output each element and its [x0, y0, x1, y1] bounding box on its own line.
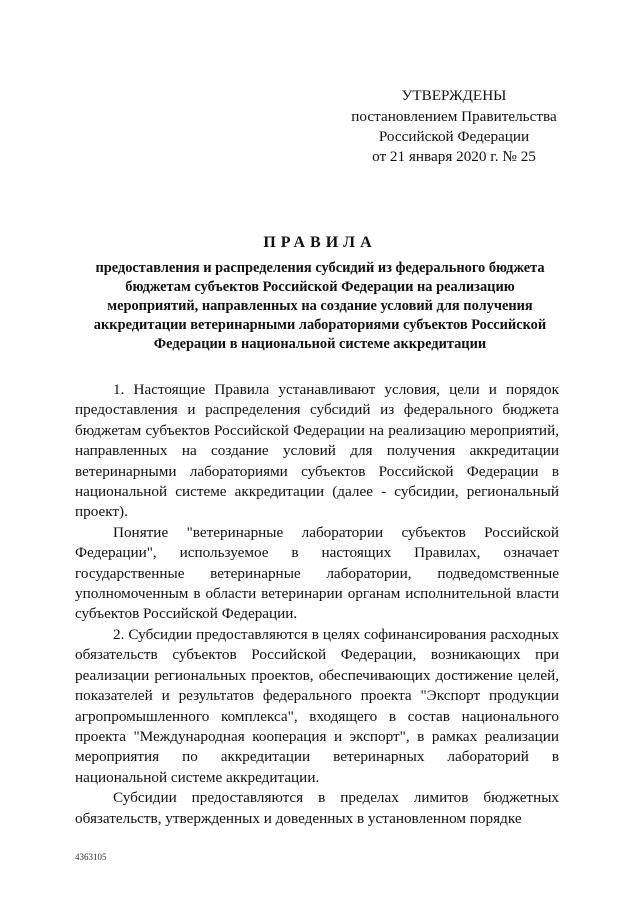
paragraph-4: Субсидии предоставляются в пределах лимитов бюджетных обязательств, утвержденных и доведенных в установленном порядке — [75, 789, 559, 827]
approval-line-2: Российской Федерации — [378, 128, 530, 145]
approval-line-3: от 21 января 2020 г. № 25 — [372, 148, 536, 165]
approval-line-1: постановлением Правительства — [351, 108, 557, 125]
paragraph-1: 1. Настоящие Правила устанавливают условия, цели и порядок предоставления и распределения субсидий из федерального бюджета бюджетам субъектов Российской Федерации на реализацию мероприятий, направленных на создание условий для получения аккредитации ветеринарными лабораториями субъектов Российской Федерации в национальной системе аккредитации (далее - субсидии, региональный проект). — [75, 381, 559, 521]
approval-block — [340, 86, 568, 167]
document-body — [75, 380, 559, 829]
document-subtitle: предоставления и распределения субсидий из федерального бюджета бюджетам субъектов Российской Федерации на реализацию мероприятий, направленных на создание условий для получения аккредитации ветеринарными лабораториями субъектов Российской Федерации в национальной системе аккредитации — [93, 260, 547, 352]
document-code: 4363105 — [75, 852, 107, 862]
paragraph-3: 2. Субсидии предоставляются в целях софинансирования расходных обязательств субъектов Российской Федерации, возникающих при реализации региональных проектов, обеспечивающих достижение целей, показателей и результатов федерального проекта "Экспорт продукции агропромышленного комплекса", входящего в состав национального проекта "Международная кооперация и экспорт", в рамках реализации мероприятия по аккредитации ветеринарных лабораторий в национальной системе аккредитации. — [75, 625, 559, 786]
approval-heading: УТВЕРЖДЕНЫ — [401, 87, 507, 104]
paragraph-2: Понятие "ветеринарные лаборатории субъектов Российской Федерации", используемое в настоящих Правилах, означает государственные ветеринарные лаборатории, подведомственные уполномоченным в области ветеринарии органам исполнительной власти субъектов Российской Федерации. — [75, 523, 559, 623]
document-title: ПРАВИЛА — [263, 234, 377, 251]
